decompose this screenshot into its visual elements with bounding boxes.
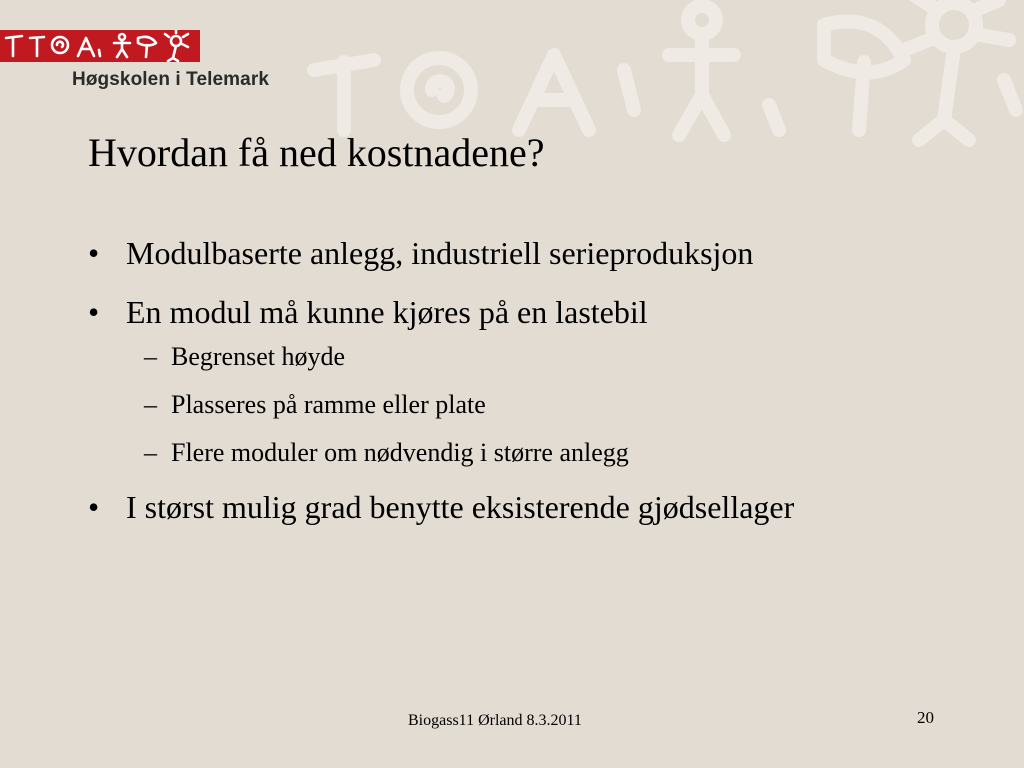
logo-glyph-strip bbox=[0, 30, 200, 62]
bullet-item bbox=[88, 291, 948, 470]
organization-name: Høgskolen i Telemark bbox=[72, 69, 269, 90]
bullet-item bbox=[88, 232, 948, 275]
slide-title: Hvordan få ned kostnadene? bbox=[88, 130, 545, 175]
sub-bullet-list bbox=[126, 340, 948, 470]
sub-bullet-item: – Plasseres på ramme eller plate bbox=[126, 388, 948, 422]
bullet-text: En modul må kunne kjøres på en lastebil bbox=[126, 294, 648, 330]
sub-bullet-item: – Flere moduler om nødvendig i større anlegg bbox=[126, 436, 948, 470]
sub-bullet-item: – Begrenset høyde bbox=[126, 340, 948, 374]
footer-event-label: Biogass11 Ørland 8.3.2011 bbox=[408, 712, 582, 729]
slide-number: 20 bbox=[917, 708, 934, 727]
bullet-item bbox=[88, 486, 948, 529]
bullet-list bbox=[88, 232, 948, 529]
bullet-text: Modulbaserte anlegg, industriell serieproduksjon bbox=[126, 235, 754, 271]
bullet-text: I størst mulig grad benytte eksisterende gjødsellager bbox=[126, 489, 795, 525]
